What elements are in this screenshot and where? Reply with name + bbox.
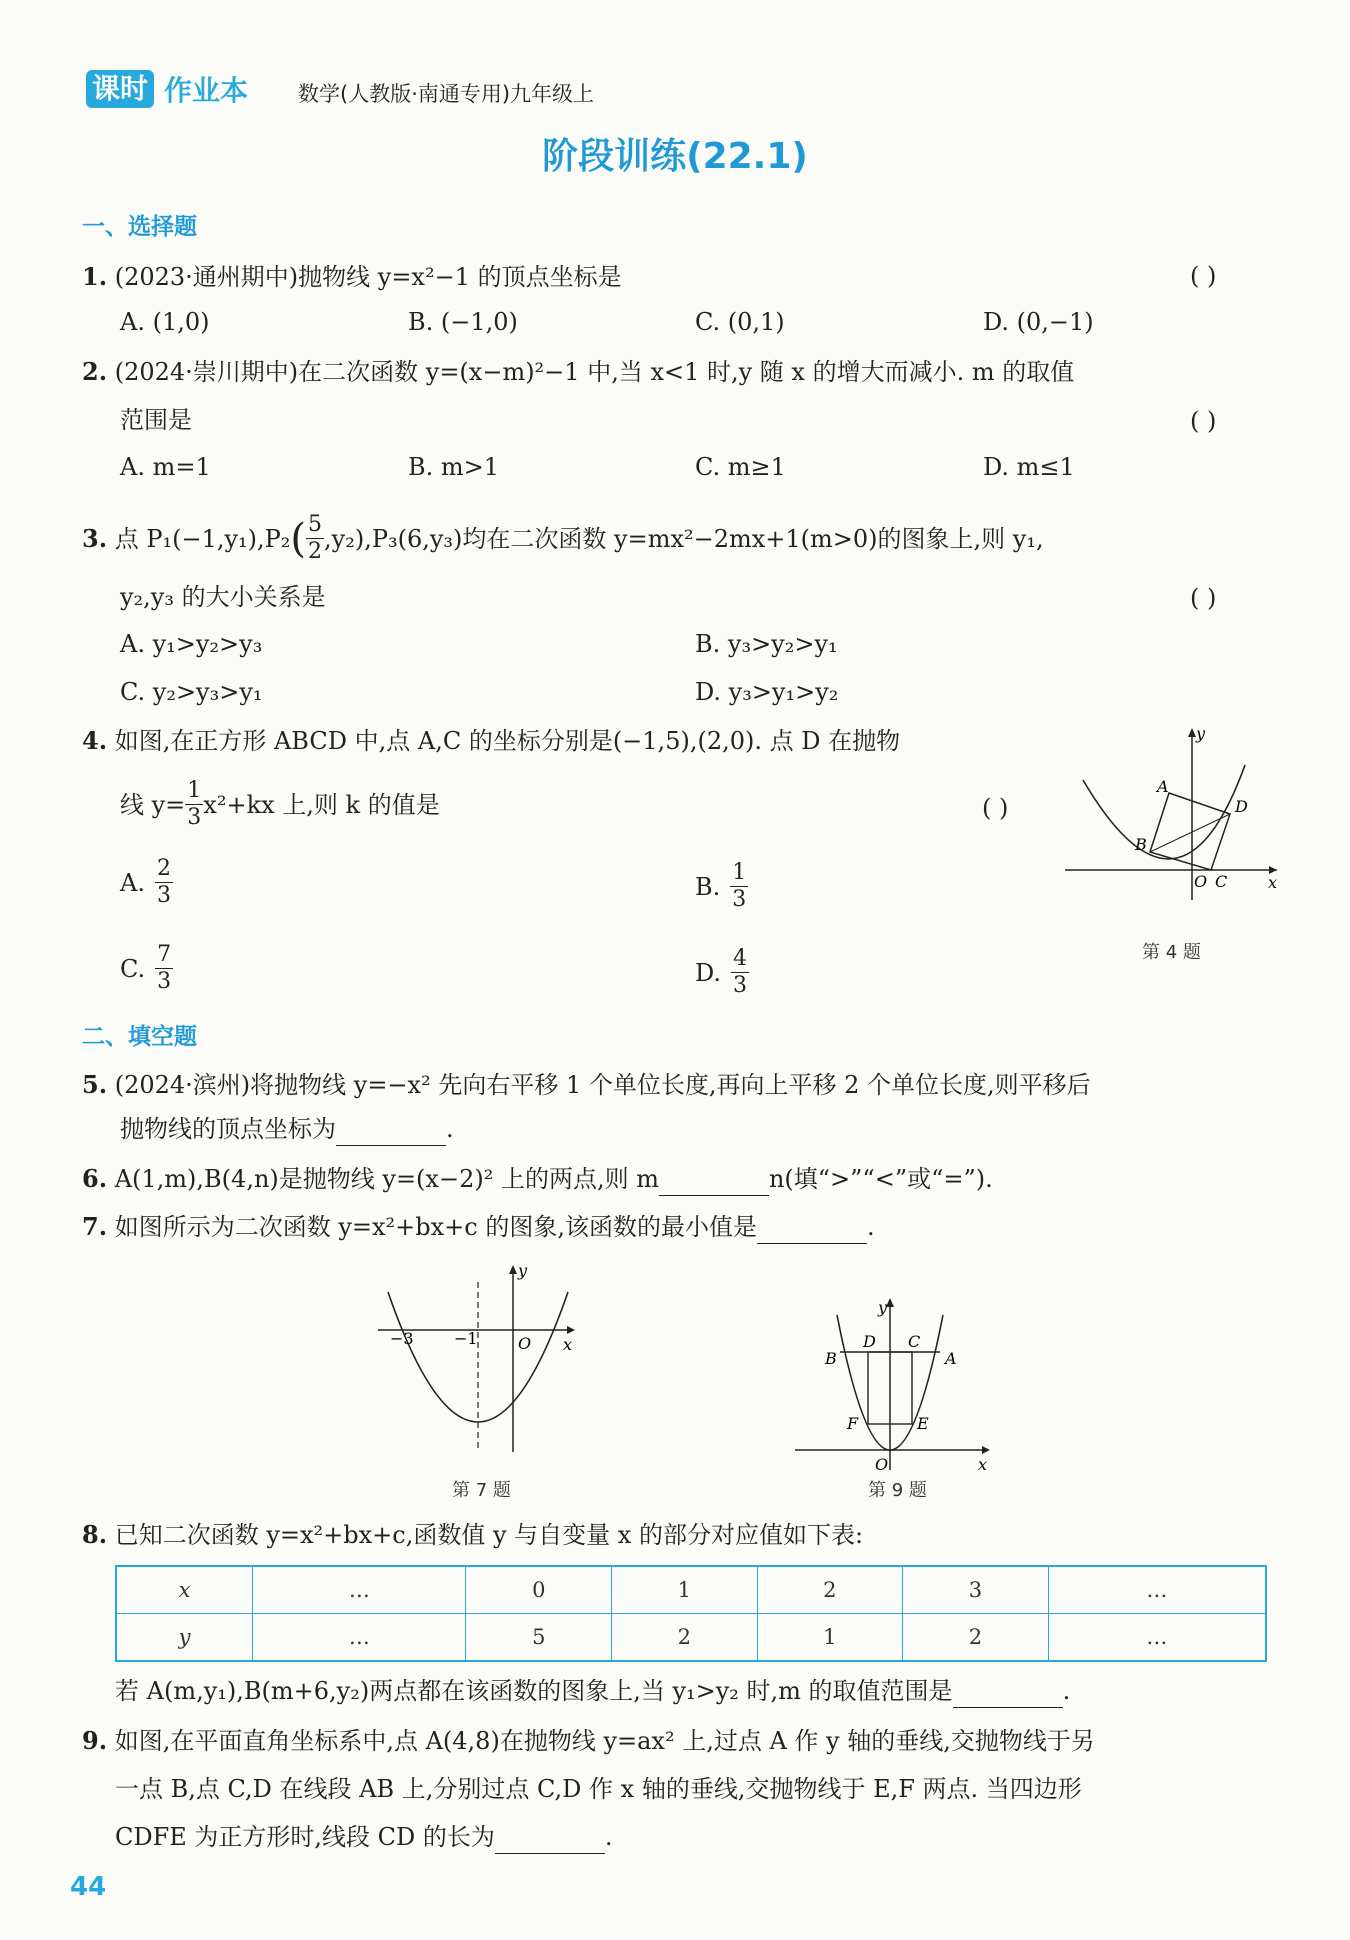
open-paren: ( [290, 515, 307, 562]
question-text: 已知二次函数 y=x²+bx+c,函数值 y 与自变量 x 的部分对应值如下表: [114, 1521, 864, 1549]
question-text-line2: y₂,y₃ 的大小关系是 [120, 583, 326, 611]
table-cell: 1 [612, 1566, 758, 1614]
section-choice-heading: 一、选择题 [82, 214, 197, 240]
question-8 [82, 1518, 863, 1552]
answer-paren: ( ) [1190, 407, 1217, 435]
option-b: B. $\frac{1}{3}$ [695, 860, 747, 912]
option-a: A. $\frac{2}{3}$ [120, 856, 171, 908]
fraction-five-halves: $\frac{5}{2}$ [308, 512, 323, 564]
table-cell: 2 [903, 1614, 1049, 1662]
question-number: 8. [82, 1520, 108, 1549]
label-a: A [945, 1349, 957, 1368]
question-text-line2: 范围是 [120, 406, 192, 434]
question-number: 1. [82, 262, 108, 291]
page-title: 阶段训练(22.1) [542, 136, 808, 177]
table-cell: 2 [612, 1614, 758, 1662]
option-c: C. m≥1 [695, 453, 786, 481]
label-x: x [563, 1335, 573, 1354]
question-text: (2024·崇川期中)在二次函数 y=(x−m)²−1 中,当 x<1 时,y 随 x 的增大而减小. m 的取值 [114, 358, 1075, 386]
question-9 [82, 1724, 1095, 1758]
label-x: x [978, 1455, 988, 1474]
label-o: O [1194, 872, 1208, 891]
option-d: D. y₃>y₁>y₂ [695, 678, 839, 706]
section-fill-heading: 二、填空题 [82, 1024, 197, 1050]
question-text-line2: 一点 B,点 C,D 在线段 AB 上,分别过点 C,D 作 x 轴的垂线,交抛物线于 E,F 两点. 当四边形 [115, 1775, 1082, 1803]
question-number: 6. [82, 1164, 108, 1193]
table-cell: 3 [903, 1566, 1049, 1614]
question-number: 7. [82, 1212, 108, 1241]
table-cell: 5 [466, 1614, 612, 1662]
figure-caption-q7: 第 7 题 [452, 1480, 511, 1501]
label-x: x [1268, 873, 1278, 892]
figure-q9 [795, 1295, 995, 1475]
table-cell: … [1048, 1566, 1266, 1614]
question-text-line2: 若 A(m,y₁),B(m+6,y₂)两点都在该函数的图象上,当 y₁>y₂ 时,m 的取值范围是 . [115, 1674, 1070, 1708]
question-number: 9. [82, 1726, 108, 1755]
label-y: y [878, 1298, 888, 1317]
table-cell: 2 [757, 1566, 903, 1614]
label-e: E [917, 1414, 929, 1433]
answer-blank[interactable] [495, 1829, 605, 1854]
answer-blank[interactable] [336, 1121, 446, 1146]
label-f: F [847, 1414, 859, 1433]
option-c: C. $\frac{7}{3}$ [120, 942, 172, 994]
question-text: ,y₂),P₃(6,y₃)均在二次函数 y=mx²−2mx+1(m>0)的图象上,则 y₁, [324, 524, 1044, 553]
question-number: 2. [82, 357, 108, 386]
question-3 [82, 512, 1044, 565]
header-brand [86, 70, 248, 108]
answer-paren: ( ) [982, 794, 1009, 822]
question-text: 点 P₁(−1,y₁),P₂ [114, 524, 291, 553]
question-number: 4. [82, 726, 108, 755]
table-cell: y [116, 1614, 253, 1662]
figure-caption-q9: 第 9 题 [868, 1480, 927, 1501]
question-number: 3. [82, 523, 108, 553]
label-b: B [825, 1349, 837, 1368]
question-text: 如图,在正方形 ABCD 中,点 A,C 的坐标分别是(−1,5),(2,0). 点 D 在抛物 [114, 727, 901, 755]
value-table [115, 1565, 1267, 1662]
question-text-line2: 线 y= $\frac{1}{3}$ x²+kx 上,则 k 的值是 [120, 778, 440, 830]
label-a: A [1157, 777, 1169, 796]
answer-paren: ( ) [1190, 584, 1217, 612]
question-4 [82, 724, 900, 758]
question-number: 5. [82, 1070, 108, 1099]
figure-caption-q4: 第 4 题 [1142, 942, 1201, 963]
question-text: A(1,m),B(4,n)是抛物线 y=(x−2)² 上的两点,则 m [114, 1165, 659, 1193]
option-b: B. y₃>y₂>y₁ [695, 630, 838, 658]
question-text: 如图所示为二次函数 y=x²+bx+c 的图象,该函数的最小值是 [114, 1213, 757, 1241]
header-subtitle: 数学(人教版·南通专用)九年级上 [298, 82, 595, 106]
brand-name: 作业本 [164, 74, 249, 107]
option-c: C. (0,1) [695, 308, 785, 336]
option-d: D. m≤1 [983, 453, 1075, 481]
option-a: A. (1,0) [120, 308, 210, 336]
table-cell: … [253, 1614, 466, 1662]
label-b: B [1135, 835, 1147, 854]
label-c: C [1215, 872, 1228, 891]
question-text: (2023·通州期中)抛物线 y=x²−1 的顶点坐标是 [114, 263, 622, 291]
answer-paren: ( ) [1190, 262, 1217, 290]
option-a: A. m=1 [120, 453, 211, 481]
answer-blank[interactable] [659, 1171, 769, 1196]
option-a: A. y₁>y₂>y₃ [120, 630, 263, 658]
table-cell: x [116, 1566, 253, 1614]
question-text-line3: CDFE 为正方形时,线段 CD 的长为 . [115, 1820, 613, 1854]
question-2 [82, 355, 1074, 389]
option-b: B. (−1,0) [408, 308, 518, 336]
table-row-y [116, 1614, 1266, 1662]
label-c: C [908, 1332, 921, 1351]
option-c: C. y₂>y₃>y₁ [120, 678, 263, 706]
question-1 [82, 260, 622, 294]
answer-blank[interactable] [757, 1219, 867, 1244]
option-d: D. (0,−1) [983, 308, 1094, 336]
answer-blank[interactable] [953, 1683, 1063, 1708]
question-5 [82, 1068, 1091, 1102]
option-b: B. m>1 [408, 453, 500, 481]
fraction-one-third: $\frac{1}{3}$ [187, 778, 202, 830]
label-o: O [875, 1455, 889, 1474]
table-cell: … [253, 1566, 466, 1614]
figure-q7 [378, 1262, 578, 1462]
brand-logo: 课时 [86, 70, 154, 108]
table-row-x [116, 1566, 1266, 1614]
label-d: D [1235, 797, 1248, 816]
question-text: 如图,在平面直角坐标系中,点 A(4,8)在抛物线 y=ax² 上,过点 A 作 y 轴的垂线,交抛物线于另 [114, 1727, 1095, 1755]
label-minus-one: −1 [454, 1329, 478, 1348]
label-y: y [518, 1262, 528, 1280]
label-y: y [1196, 725, 1206, 743]
page-number: 44 [70, 1872, 107, 1902]
question-6: 6. A(1,m),B(4,n)是抛物线 y=(x−2)² 上的两点,则 m n(填“>”“<”或“=”). [82, 1162, 993, 1196]
label-o: O [518, 1334, 532, 1353]
question-7: 7. 如图所示为二次函数 y=x²+bx+c 的图象,该函数的最小值是 . [82, 1210, 875, 1244]
question-text-line2: 抛物线的顶点坐标为 . [120, 1112, 454, 1146]
table-cell: 1 [757, 1614, 903, 1662]
option-d: D. $\frac{4}{3}$ [695, 946, 748, 998]
table-cell: … [1048, 1614, 1266, 1662]
label-d: D [863, 1332, 876, 1351]
figure-q4 [1065, 725, 1280, 900]
question-text: (2024·滨州)将抛物线 y=−x² 先向右平移 1 个单位长度,再向上平移 2 个单位长度,则平移后 [114, 1071, 1091, 1099]
label-minus-three: −3 [390, 1329, 414, 1348]
table-cell: 0 [466, 1566, 612, 1614]
